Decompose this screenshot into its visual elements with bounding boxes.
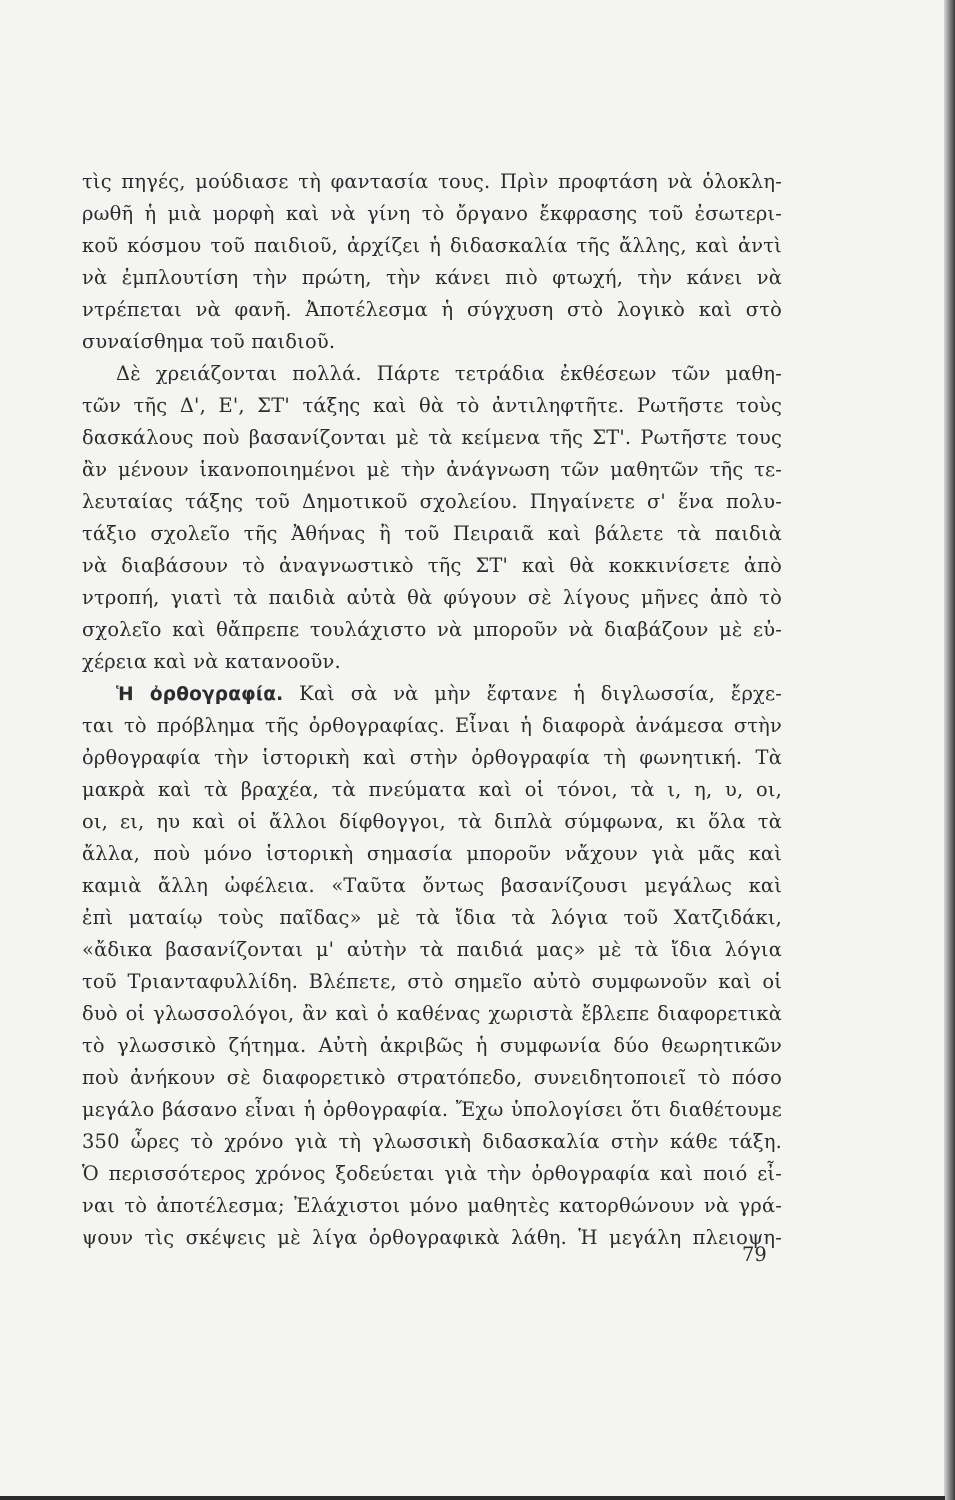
text-line: τῶν τῆς Δ', Ε', ΣΤ' τάξης καὶ θὰ τὸ ἀντιληφτῆτε. Ρωτῆστε τοὺς [82, 394, 782, 417]
text-line: ντρέπεται νὰ φανῆ. Ἀποτέλεσμα ἡ σύγχυση στὸ λογικὸ καὶ στὸ [82, 298, 782, 321]
text-line: τοῦ Τριανταφυλλίδη. Βλέπετε, στὸ σημεῖο αὐτὸ συμφωνοῦν καὶ οἱ [82, 970, 782, 993]
text-line: νὰ διαβάσουν τὸ ἀναγνωστικὸ τῆς ΣΤ' καὶ θὰ κοκκινίσετε ἀπὸ [82, 554, 782, 577]
text-line: τὸ γλωσσικὸ ζήτημα. Αὐτὴ ἀκριβῶς ἡ συμφωνία δύο θεωρητικῶν [82, 1034, 782, 1057]
text-line: 350 ὧρες τὸ χρόνο γιὰ τὴ γλωσσικὴ διδασκαλία στὴν κάθε τάξη. [82, 1130, 782, 1153]
text-line: ἄλλα, ποὺ μόνο ἱστορικὴ σημασία μποροῦν νἄχουν γιὰ μᾶς καὶ [82, 842, 782, 865]
text-line: ἂν μένουν ἱκανοποιημένοι μὲ τὴν ἀνάγνωση τῶν μαθητῶν τῆς τε- [82, 458, 782, 481]
text-line: δασκάλους ποὺ βασανίζονται μὲ τὰ κείμενα τῆς ΣΤ'. Ρωτῆστε τους [82, 426, 782, 449]
text-line: Δὲ χρειάζονται πολλά. Πάρτε τετράδια ἐκθέσεων τῶν μαθη- [116, 362, 782, 385]
text-line: μεγάλο βάσανο εἶναι ἡ ὀρθογραφία. Ἔχω ὑπολογίσει ὅτι διαθέτουμε [82, 1098, 782, 1121]
text-line: ἐπὶ ματαίῳ τοὺς παῖδας» μὲ τὰ ἴδια τὰ λόγια τοῦ Χατζιδάκι, [82, 906, 782, 929]
text-line: τὶς πηγές, μούδιασε τὴ φαντασία τους. Πρὶν προφτάση νὰ ὁλοκλη- [82, 170, 782, 193]
text-line: «ἄδικα βασανίζονται μ' αὐτὴν τὰ παιδιά μας» μὲ τὰ ἴδια λόγια [82, 938, 782, 961]
text-line: ρωθῆ ἡ μιὰ μορφὴ καὶ νὰ γίνη τὸ ὄργανο ἔκφρασης τοῦ ἐσωτερι- [82, 202, 782, 225]
text-line: ποὺ ἀνήκουν σὲ διαφορετικὸ στρατόπεδο, συνειδητοποιεῖ τὸ πόσο [82, 1066, 782, 1089]
text-line: τάξιο σχολεῖο τῆς Ἀθήνας ἢ τοῦ Πειραιᾶ καὶ βάλετε τὰ παιδιὰ [82, 522, 782, 545]
text-line: νὰ ἐμπλουτίση τὴν πρώτη, τὴν κάνει πιὸ φτωχή, τὴν κάνει νὰ [82, 266, 782, 289]
text-line: ται τὸ πρόβλημα τῆς ὀρθογραφίας. Εἶναι ἡ διαφορὰ ἀνάμεσα στὴν [82, 714, 782, 737]
text-line: ναι τὸ ἀποτέλεσμα; Ἐλάχιστοι μόνο μαθητὲς κατορθώνουν νὰ γρά- [82, 1194, 782, 1217]
heading-line [82, 678, 782, 710]
section-heading: Ἡ ὀρθογραφία. [116, 684, 284, 705]
text-line: δυὸ οἱ γλωσσολόγοι, ἂν καὶ ὁ καθένας χωριστὰ ἔβλεπε διαφορετικὰ [82, 1002, 782, 1025]
page-number: 79 [742, 1243, 767, 1266]
text-line: Ὁ περισσότερος χρόνος ξοδεύεται γιὰ τὴν ὀρθογραφία καὶ ποιό εἶ- [82, 1162, 782, 1185]
text-line: ψουν τὶς σκέψεις μὲ λίγα ὀρθογραφικὰ λάθη. Ἡ μεγάλη πλειοψη- [82, 1226, 782, 1249]
body-text [82, 166, 782, 1254]
text-line: λευταίας τάξης τοῦ Δημοτικοῦ σχολείου. Πηγαίνετε σ' ἕνα πολυ- [82, 490, 782, 513]
text-line: ντροπή, γιατὶ τὰ παιδιὰ αὐτὰ θὰ φύγουν σὲ λίγους μῆνες ἀπὸ τὸ [82, 586, 782, 609]
text-line: σχολεῖο καὶ θἄπρεπε τουλάχιστο νὰ μποροῦν νὰ διαβάζουν μὲ εὐ- [82, 618, 782, 641]
text-line: συναίσθημα τοῦ παιδιοῦ. [82, 330, 336, 353]
heading-line-rest: Καὶ σὰ νὰ μὴν ἔφτανε ἡ διγλωσσία, ἔρχε- [283, 682, 783, 705]
text-line: κοῦ κόσμου τοῦ παιδιοῦ, ἀρχίζει ἡ διδασκαλία τῆς ἄλλης, καὶ ἀντὶ [82, 234, 782, 257]
page-edge [945, 0, 955, 1500]
text-line: ὀρθογραφία τὴν ἱστορικὴ καὶ στὴν ὀρθογραφία τὴ φωνητική. Τὰ [82, 746, 782, 769]
text-line: οι, ει, ηυ καὶ οἱ ἄλλοι δίφθογγοι, τὰ διπλὰ σύμφωνα, κι ὅλα τὰ [82, 810, 782, 833]
text-line: χέρεια καὶ νὰ κατανοοῦν. [82, 650, 341, 673]
text-line: μακρὰ καὶ τὰ βραχέα, τὰ πνεύματα καὶ οἱ τόνοι, τὰ ι, η, υ, οι, [82, 778, 782, 801]
text-line: καμιὰ ἄλλη ὠφέλεια. «Ταῦτα ὄντως βασανίζουσι μεγάλως καὶ [82, 874, 782, 897]
